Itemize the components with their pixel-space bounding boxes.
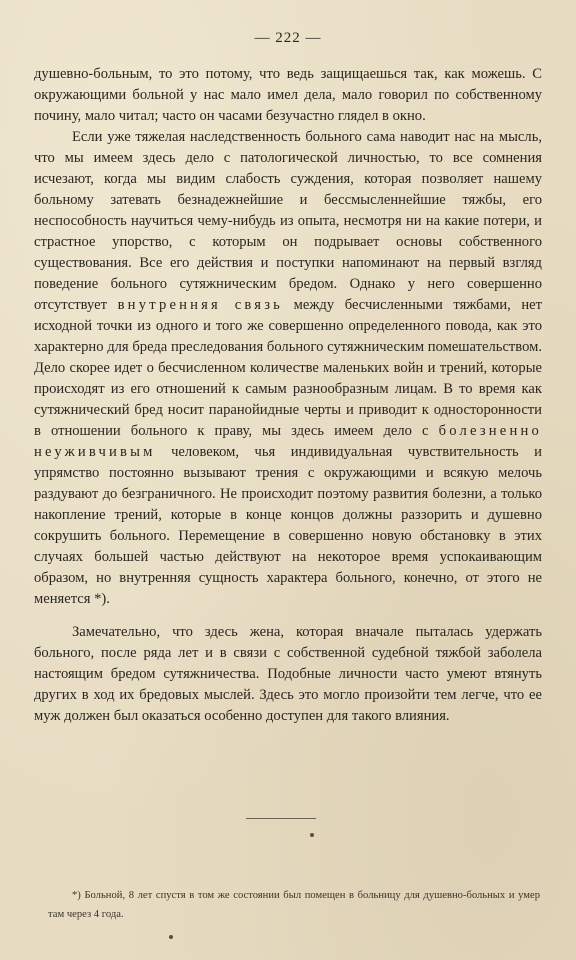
speck-mark (310, 833, 314, 837)
main-text (34, 64, 542, 727)
emphasis-quarrelsome: болезненно неуживчивым (34, 423, 542, 460)
section-divider (246, 818, 316, 819)
paragraph-1: душевно-больным, то это потому, что ведь защищаешься так, как можешь. С окружающими больной у нас мало имел дела, мало говорил по собственному почину, мало читал; часто он часами безучастно глядел в окно. (34, 66, 542, 124)
footnote: *) Больной, 8 лет спустя в том же состоянии был помещен в больницу для душевно-больных и умер там через 4 года. (48, 890, 540, 920)
paragraph-2 (34, 127, 542, 610)
paragraph-gap (34, 610, 542, 622)
page-number: — 222 — (254, 30, 322, 46)
paragraph-2-part-2: между бесчисленными тяжбами, нет исходной точки из одного и того же совершенно определенного повода, как это характерно для бреда преследования больного сутяжническим помешательством. Дело скорее идет о бесчисленном количестве маленьких войн и трений, которые происходят из его отношений к самым разнообразным лицам. В то время как сутяжнический бред носит паранойидные черты и приводит к односторонности в отношении больного к праву, мы здесь имеем дело с (34, 297, 543, 439)
paragraph-2-part-3: человеком, чья индивидуальная чувствительность и упрямство постоянно вызывают трения с окружающими и всякую мелочь раздувают до безграничного. Не происходит поэтому развития болезни, а только накопление трений, которые в конце концов должны раззорить и душевно сокрушить больного. Перемещение в совершенно новую обстановку в этих случаях большей частью действуют на некоторое время успокаивающим образом, но внутренняя сущность характера больного, конечно, от этого не меняется *). (34, 444, 542, 607)
paragraph-3: Замечательно, что здесь жена, которая вначале пыталась удержать больного, после ряда лет и в связи с собственной судебной тяжбой заболела настоящим бредом сутяжничества. Подобные личности часто умеют втянуть других в ход их бредовых мыслей. Здесь это могло произойти тем легче, что ее муж должен был оказаться особенно доступен для такого влияния. (34, 624, 542, 724)
speck-mark (169, 935, 173, 939)
emphasis-inner-connection: внутренняя связь (117, 297, 284, 313)
paragraph-2-part-1: Если уже тяжелая наследственность больного сама наводит нас на мысль, что мы имеем здесь дело с патологической личностью, то все сомнения исчезают, когда мы видим слабость суждения, которая позволяет нашему больному затевать безнадежнейшие и бессмысленнейшие тяжбы, его неспособность научиться чему-нибудь из опыта, несмотря ни на какие потери, и страстное упорство, с которым он подрывает основы собственного существования. Все его действия и поступки напоминают на первый взгляд поведение больного сутяжническим бредом. Однако у него совершенно отсутствует (34, 129, 542, 313)
